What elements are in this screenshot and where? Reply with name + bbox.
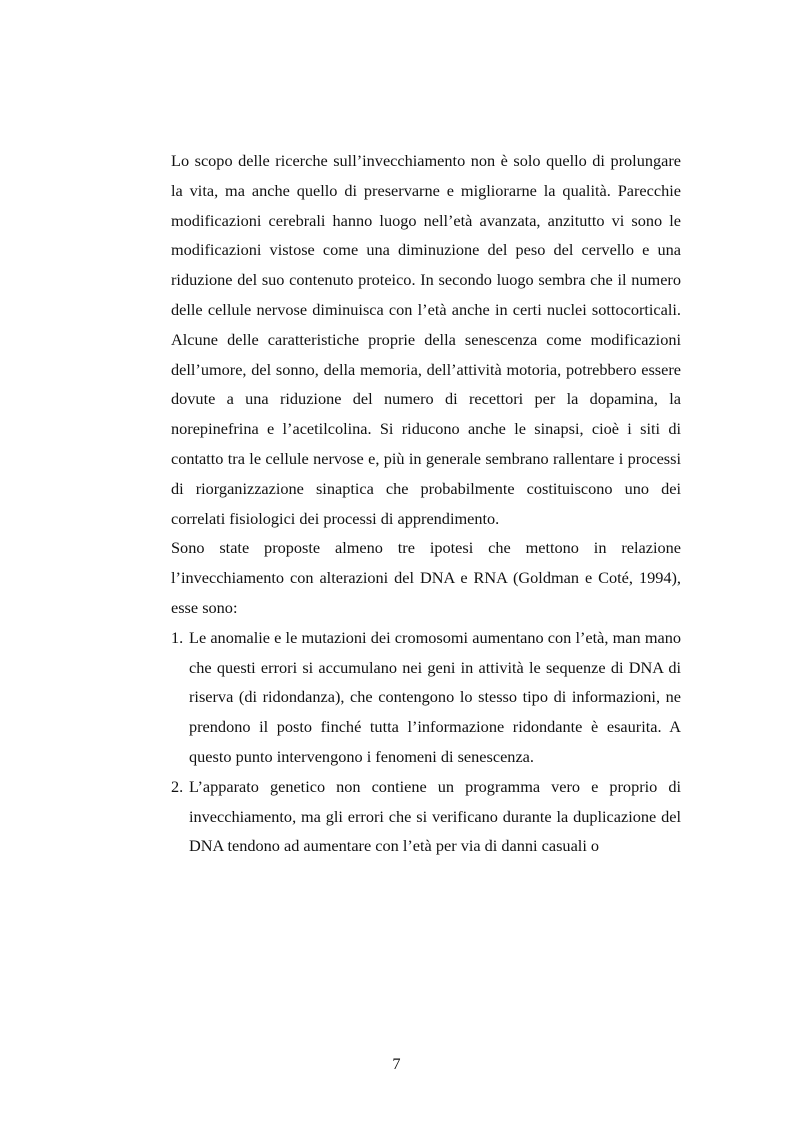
list-item-number: 1. [171,627,184,647]
list-item-number: 2. [171,776,184,796]
hypotheses-list [171,623,681,861]
paragraph-dna-hypotheses: Sono state proposte almeno tre ipotesi che mettono in relazione l’invecchiamento con alterazioni del DNA e RNA (Goldman e Coté, 1994), esse sono: [171,538,681,617]
paragraph-aging-research: Lo scopo delle ricerche sull’invecchiamento non è solo quello di prolungare la vita, ma anche quello di preservarne e migliorarne la qualità. Parecchie modificazioni cerebrali hanno luogo nell’età avanzata, anzitutto vi sono le modificazioni vistose come una diminuzione del peso del cervello e una riduzione del suo contenuto proteico. In secondo luogo sembra che il numero delle cellule nervose diminuisca con l’età anche in certi nuclei sottocorticali. Alcune delle caratteristiche proprie della senescenza come modificazioni dell’umore, del sonno, della memoria, dell’attività motoria, potrebbero essere dovute a una riduzione del numero di recettori per la dopamina, la norepinefrina e l’acetilcolina. Si riducono anche le sinapsi, cioè i siti di contatto tra le cellule nervose e, più in generale sembrano rallentare i processi di riorganizzazione sinaptica che probabilmente costituiscono uno dei correlati fisiologici dei processi di apprendimento. [171,151,681,528]
list-item [171,772,681,861]
list-item [171,623,681,772]
page-number: 7 [392,1054,401,1073]
list-item-text: L’apparato genetico non contiene un programma vero e proprio di invecchiamento, ma gli errori che si verificano durante la duplicazione del DNA tendono ad aumentare con l’età per via di danni casuali o [189,776,681,856]
list-item-text: Le anomalie e le mutazioni dei cromosomi aumentano con l’età, man mano che questi errori si accumulano nei geni in attività le sequenze di DNA di riserva (di ridondanza), che contengono lo stesso tipo di informazioni, ne prendono il posto finché tutta l’informazione ridondante è esaurita. A questo punto intervengono i fenomeni di senescenza. [189,627,681,766]
body-text [171,146,681,861]
